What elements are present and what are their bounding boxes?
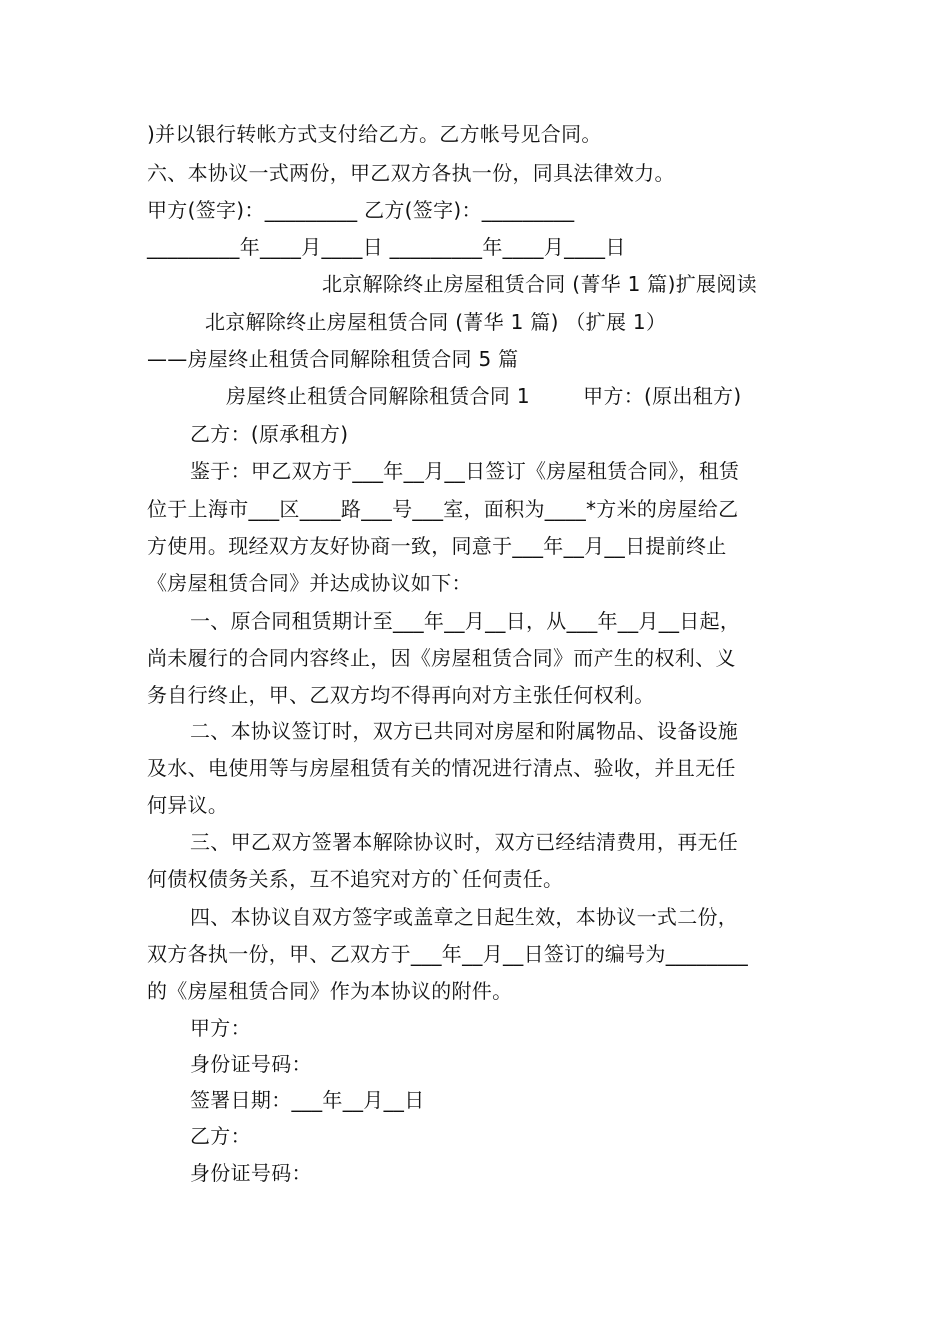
party-b-label: 乙方： — [190, 1124, 251, 1148]
paragraph-line: 双方各执一份，甲、乙双方于___年__月__日签订的编号为________ — [147, 942, 749, 966]
section-subheading: ——房屋终止租赁合同解除租赁合同 5 篇 — [147, 347, 519, 371]
text-line: )并以银行转帐方式支付给乙方。乙方帐号见合同。 — [147, 122, 602, 146]
text-line: 六、本协议一式两份，甲乙双方各执一份，同具法律效力。 — [147, 161, 675, 185]
sign-date-label: 签署日期：___年__月__日 — [190, 1088, 425, 1112]
party-label: 乙方：(原承租方) — [190, 422, 349, 446]
paragraph-line: 四、本协议自双方签字或盖章之日起生效，本协议一式二份， — [190, 905, 739, 929]
paragraph-line: 务自行终止，甲、乙双方均不得再向对方主张任何权利。 — [147, 683, 655, 707]
paragraph-line: 一、原合同租赁期计至___年__月__日，从___年__月__日起， — [190, 609, 741, 633]
contract-title: 房屋终止租赁合同解除租赁合同 1 甲方：(原出租方) — [226, 384, 742, 408]
paragraph-line: 位于上海市___区____路___号___室，面积为____*方米的房屋给乙 — [147, 497, 739, 521]
date-line: _________年____月____日 _________年____月____日 — [147, 235, 626, 259]
paragraph-line: 方使用。现经双方友好协商一致，同意于___年__月__日提前终止 — [147, 534, 727, 558]
section-heading: 北京解除终止房屋租赁合同 (菁华 1 篇)扩展阅读 — [322, 272, 757, 296]
paragraph-line: 及水、电使用等与房屋租赁有关的情况进行清点、验收，并且无任 — [147, 756, 736, 780]
paragraph-line: 《房屋租赁合同》并达成协议如下： — [147, 571, 472, 595]
signature-line: 甲方(签字)：_________ 乙方(签字)：_________ — [147, 198, 575, 222]
paragraph-line: 二、本协议签订时，双方已共同对房屋和附属物品、设备设施 — [190, 719, 739, 743]
paragraph-line: 三、甲乙双方签署本解除协议时，双方已经结清费用，再无任 — [190, 830, 739, 854]
paragraph-line: 何债权债务关系，互不追究对方的`任何责任。 — [147, 867, 564, 891]
id-number-label: 身份证号码： — [190, 1161, 312, 1185]
paragraph-line: 何异议。 — [147, 793, 229, 817]
id-number-label: 身份证号码： — [190, 1052, 312, 1076]
paragraph-line: 鉴于：甲乙双方于___年__月__日签订《房屋租赁合同》，租赁 — [190, 459, 740, 483]
paragraph-line: 的《房屋租赁合同》作为本协议的附件。 — [147, 979, 513, 1003]
section-subheading: 北京解除终止房屋租赁合同 (菁华 1 篇) （扩展 1） — [205, 310, 667, 334]
paragraph-line: 尚未履行的合同内容终止，因《房屋租赁合同》而产生的权利、义 — [147, 646, 736, 670]
party-a-label: 甲方： — [190, 1016, 251, 1040]
